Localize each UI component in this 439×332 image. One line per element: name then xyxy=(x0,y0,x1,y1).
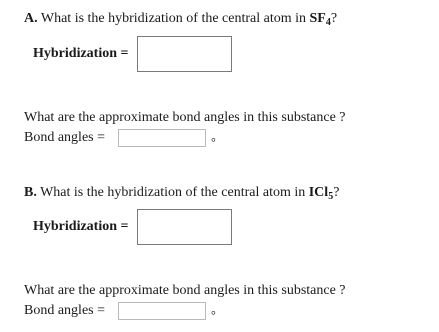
question-b-formula xyxy=(309,185,333,200)
question-b-formula-sub: 5 xyxy=(328,191,334,202)
bond-angles-b-degree: ° xyxy=(211,308,216,322)
bond-angles-b-input[interactable] xyxy=(118,302,206,320)
bond-angles-b-label: Bond angles = xyxy=(24,303,105,318)
hybridization-a-label: Hybridization = xyxy=(33,46,129,61)
question-a-title xyxy=(24,11,337,27)
question-a-letter: A. xyxy=(24,11,38,26)
question-a-formula-sub: 4 xyxy=(325,17,331,28)
question-a-formula xyxy=(310,11,331,26)
bond-angles-a-input[interactable] xyxy=(118,129,206,147)
bond-angles-b-question: What are the approximate bond angles in this substance ? xyxy=(24,283,346,298)
question-a-suffix: ? xyxy=(330,11,338,26)
bond-angles-a-label: Bond angles = xyxy=(24,130,105,145)
bond-angles-a-question: What are the approximate bond angles in this substance ? xyxy=(24,110,346,125)
question-b-formula-main: ICl xyxy=(308,185,329,200)
hybridization-a-answer-box[interactable] xyxy=(137,36,232,72)
question-b-suffix: ? xyxy=(333,185,340,200)
hybridization-b-answer-box[interactable] xyxy=(137,209,232,245)
question-a-formula-main: SF xyxy=(309,11,326,26)
question-b-letter: B. xyxy=(24,185,37,200)
question-a-text: What is the hybridization of the central atom in xyxy=(40,11,307,26)
question-b-text: What is the hybridization of the central atom in xyxy=(40,185,306,200)
question-b-title xyxy=(24,185,339,201)
hybridization-b-label: Hybridization = xyxy=(33,219,129,234)
bond-angles-a-degree: ° xyxy=(211,135,216,149)
